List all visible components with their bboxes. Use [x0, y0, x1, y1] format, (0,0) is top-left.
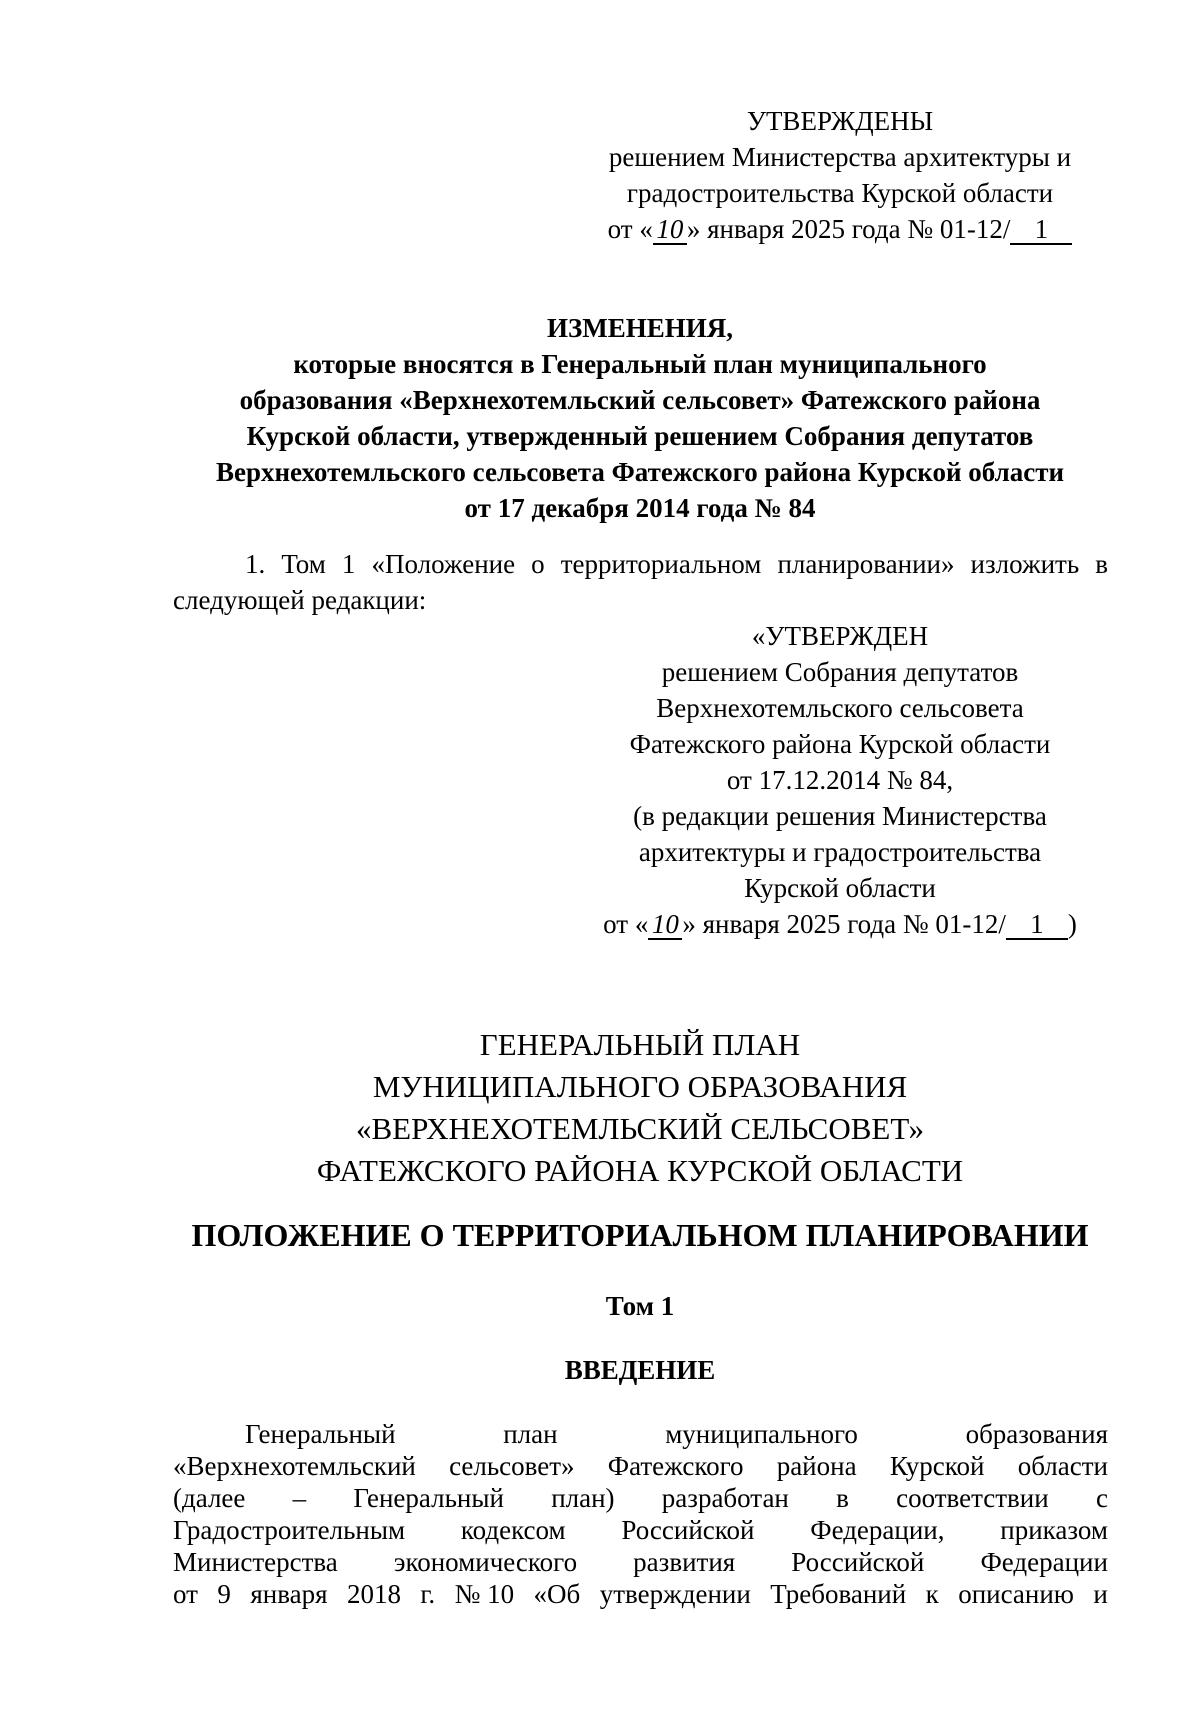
- intro-word: и: [1093, 1579, 1108, 1609]
- paragraph-1: [173, 546, 1108, 618]
- approval-line: решением Собрания депутатов: [661, 657, 1019, 687]
- intro-word: № 10: [454, 1579, 515, 1609]
- intro-heading: [160, 1352, 1120, 1388]
- changes-line: которые вносятся в Генеральный план муниципального: [293, 349, 987, 379]
- approval-line: от 17.12.2014 № 84,: [726, 765, 954, 795]
- intro-word: развития: [633, 1547, 736, 1577]
- intro-body-line: [173, 1546, 1108, 1578]
- changes-line: Верхнехотемльского сельсовета Фатежского района Курской области: [215, 457, 1065, 487]
- intro-word: «Об: [533, 1579, 581, 1609]
- intro-word: сельсовет»: [449, 1451, 575, 1481]
- intro-word: Генеральный: [353, 1483, 504, 1513]
- intro-word: района: [776, 1451, 857, 1481]
- intro-body-line: [173, 1482, 1108, 1514]
- intro-word: план): [551, 1483, 615, 1513]
- intro-word: области: [1017, 1451, 1108, 1481]
- intro-word: (далее: [173, 1483, 246, 1513]
- closing-paren: ): [1067, 909, 1077, 939]
- intro-word: Российской: [791, 1547, 925, 1577]
- date-prefix: от «: [607, 214, 653, 244]
- intro-title: ВВЕДЕНИЕ: [564, 1355, 716, 1385]
- changes-line: Курской области, утвержденный решением Собрания депутатов: [246, 421, 1034, 451]
- intro-word: Градостроительным: [173, 1515, 406, 1545]
- changes-title: ИЗМЕНЕНИЯ,: [546, 313, 733, 343]
- approval-date: [560, 906, 1120, 942]
- intro-word: разработан: [661, 1483, 789, 1513]
- intro-word: план: [503, 1419, 558, 1449]
- approval-date: [560, 211, 1120, 247]
- intro-body-line: [173, 1514, 1108, 1546]
- general-plan-line: МУНИЦИПАЛЬНОГО ОБРАЗОВАНИЯ: [372, 1069, 908, 1104]
- changes-line: от 17 декабря 2014 года № 84: [464, 493, 816, 523]
- approval-stamp-2: [560, 618, 1120, 942]
- date-prefix: от «: [603, 909, 649, 939]
- approval-line: архитектуры и градостроительства: [638, 837, 1042, 867]
- approval-line: Фатежского района Курской области: [629, 729, 1051, 759]
- intro-word: экономического: [393, 1547, 578, 1577]
- approval-line: Верхнехотемльского сельсовета: [656, 693, 1024, 723]
- intro-word: Требований: [770, 1579, 907, 1609]
- intro-body: [173, 1418, 1108, 1610]
- general-plan-line: «ВЕРХНЕХОТЕМЛЬСКИЙ СЕЛЬСОВЕТ»: [355, 1111, 924, 1146]
- intro-word: приказом: [1000, 1515, 1108, 1545]
- date-suffix: » января 2025 года № 01-12/: [686, 214, 1011, 244]
- intro-word: соответствии: [896, 1483, 1049, 1513]
- intro-word: кодексом: [460, 1515, 566, 1545]
- volume-text: Том 1: [605, 1291, 675, 1321]
- intro-word: утверждении: [599, 1579, 751, 1609]
- general-plan-line: ГЕНЕРАЛЬНЫЙ ПЛАН: [479, 1027, 801, 1062]
- volume-label: [160, 1288, 1120, 1324]
- intro-word: января: [250, 1579, 328, 1609]
- intro-word: от: [173, 1579, 198, 1609]
- intro-word: Федерации,: [810, 1515, 945, 1545]
- intro-word: Российской: [621, 1515, 755, 1545]
- approval-line: решением Министерства архитектуры и: [608, 142, 1072, 172]
- intro-word: 9: [217, 1579, 231, 1609]
- approval-line: градостроительства Курской области: [626, 178, 1054, 208]
- approval-title: «УТВЕРЖДЕН: [751, 621, 929, 651]
- changes-line: образования «Верхнехотемльский сельсовет» Фатежского района: [239, 385, 1041, 415]
- intro-body-line: [173, 1418, 1108, 1450]
- section-title-text: ПОЛОЖЕНИЕ О ТЕРРИТОРИАЛЬНОМ ПЛАНИРОВАНИИ: [191, 1217, 1089, 1253]
- intro-word: описанию: [958, 1579, 1074, 1609]
- intro-body-line: [173, 1450, 1108, 1482]
- handwritten-day: 10: [653, 215, 687, 245]
- paragraph-1-text: 1. Том 1 «Положение о территориальном планировании» изложить в следующей редакции:: [173, 549, 1108, 615]
- intro-body-line: [173, 1578, 1108, 1610]
- intro-word: Генеральный: [245, 1419, 396, 1449]
- intro-word: образования: [965, 1419, 1108, 1449]
- intro-word: –: [292, 1483, 307, 1513]
- handwritten-day: 10: [648, 910, 682, 940]
- approval-line: (в редакции решения Министерства: [633, 801, 1047, 831]
- handwritten-number: 1: [1010, 215, 1072, 245]
- general-plan-line: ФАТЕЖСКОГО РАЙОНА КУРСКОЙ ОБЛАСТИ: [316, 1153, 964, 1188]
- intro-word: Федерации: [980, 1547, 1108, 1577]
- changes-heading: [160, 310, 1120, 526]
- intro-word: к: [925, 1579, 939, 1609]
- date-suffix: » января 2025 года № 01-12/: [682, 909, 1006, 939]
- handwritten-number: 1: [1006, 910, 1068, 940]
- intro-word: г.: [420, 1579, 436, 1609]
- intro-word: 2018: [346, 1579, 401, 1609]
- intro-word: муниципального: [665, 1419, 858, 1449]
- approval-title: УТВЕРЖДЕНЫ: [746, 106, 934, 136]
- general-plan-title: [160, 1024, 1120, 1192]
- intro-word: Министерства: [173, 1547, 338, 1577]
- approval-stamp-1: [560, 103, 1120, 247]
- approval-line: Курской области: [744, 873, 936, 903]
- intro-word: в: [836, 1483, 849, 1513]
- intro-word: Курской: [889, 1451, 985, 1481]
- section-title: [160, 1214, 1120, 1256]
- intro-word: Фатежского: [607, 1451, 744, 1481]
- intro-word: с: [1095, 1483, 1108, 1513]
- intro-word: «Верхнехотемльский: [173, 1451, 416, 1481]
